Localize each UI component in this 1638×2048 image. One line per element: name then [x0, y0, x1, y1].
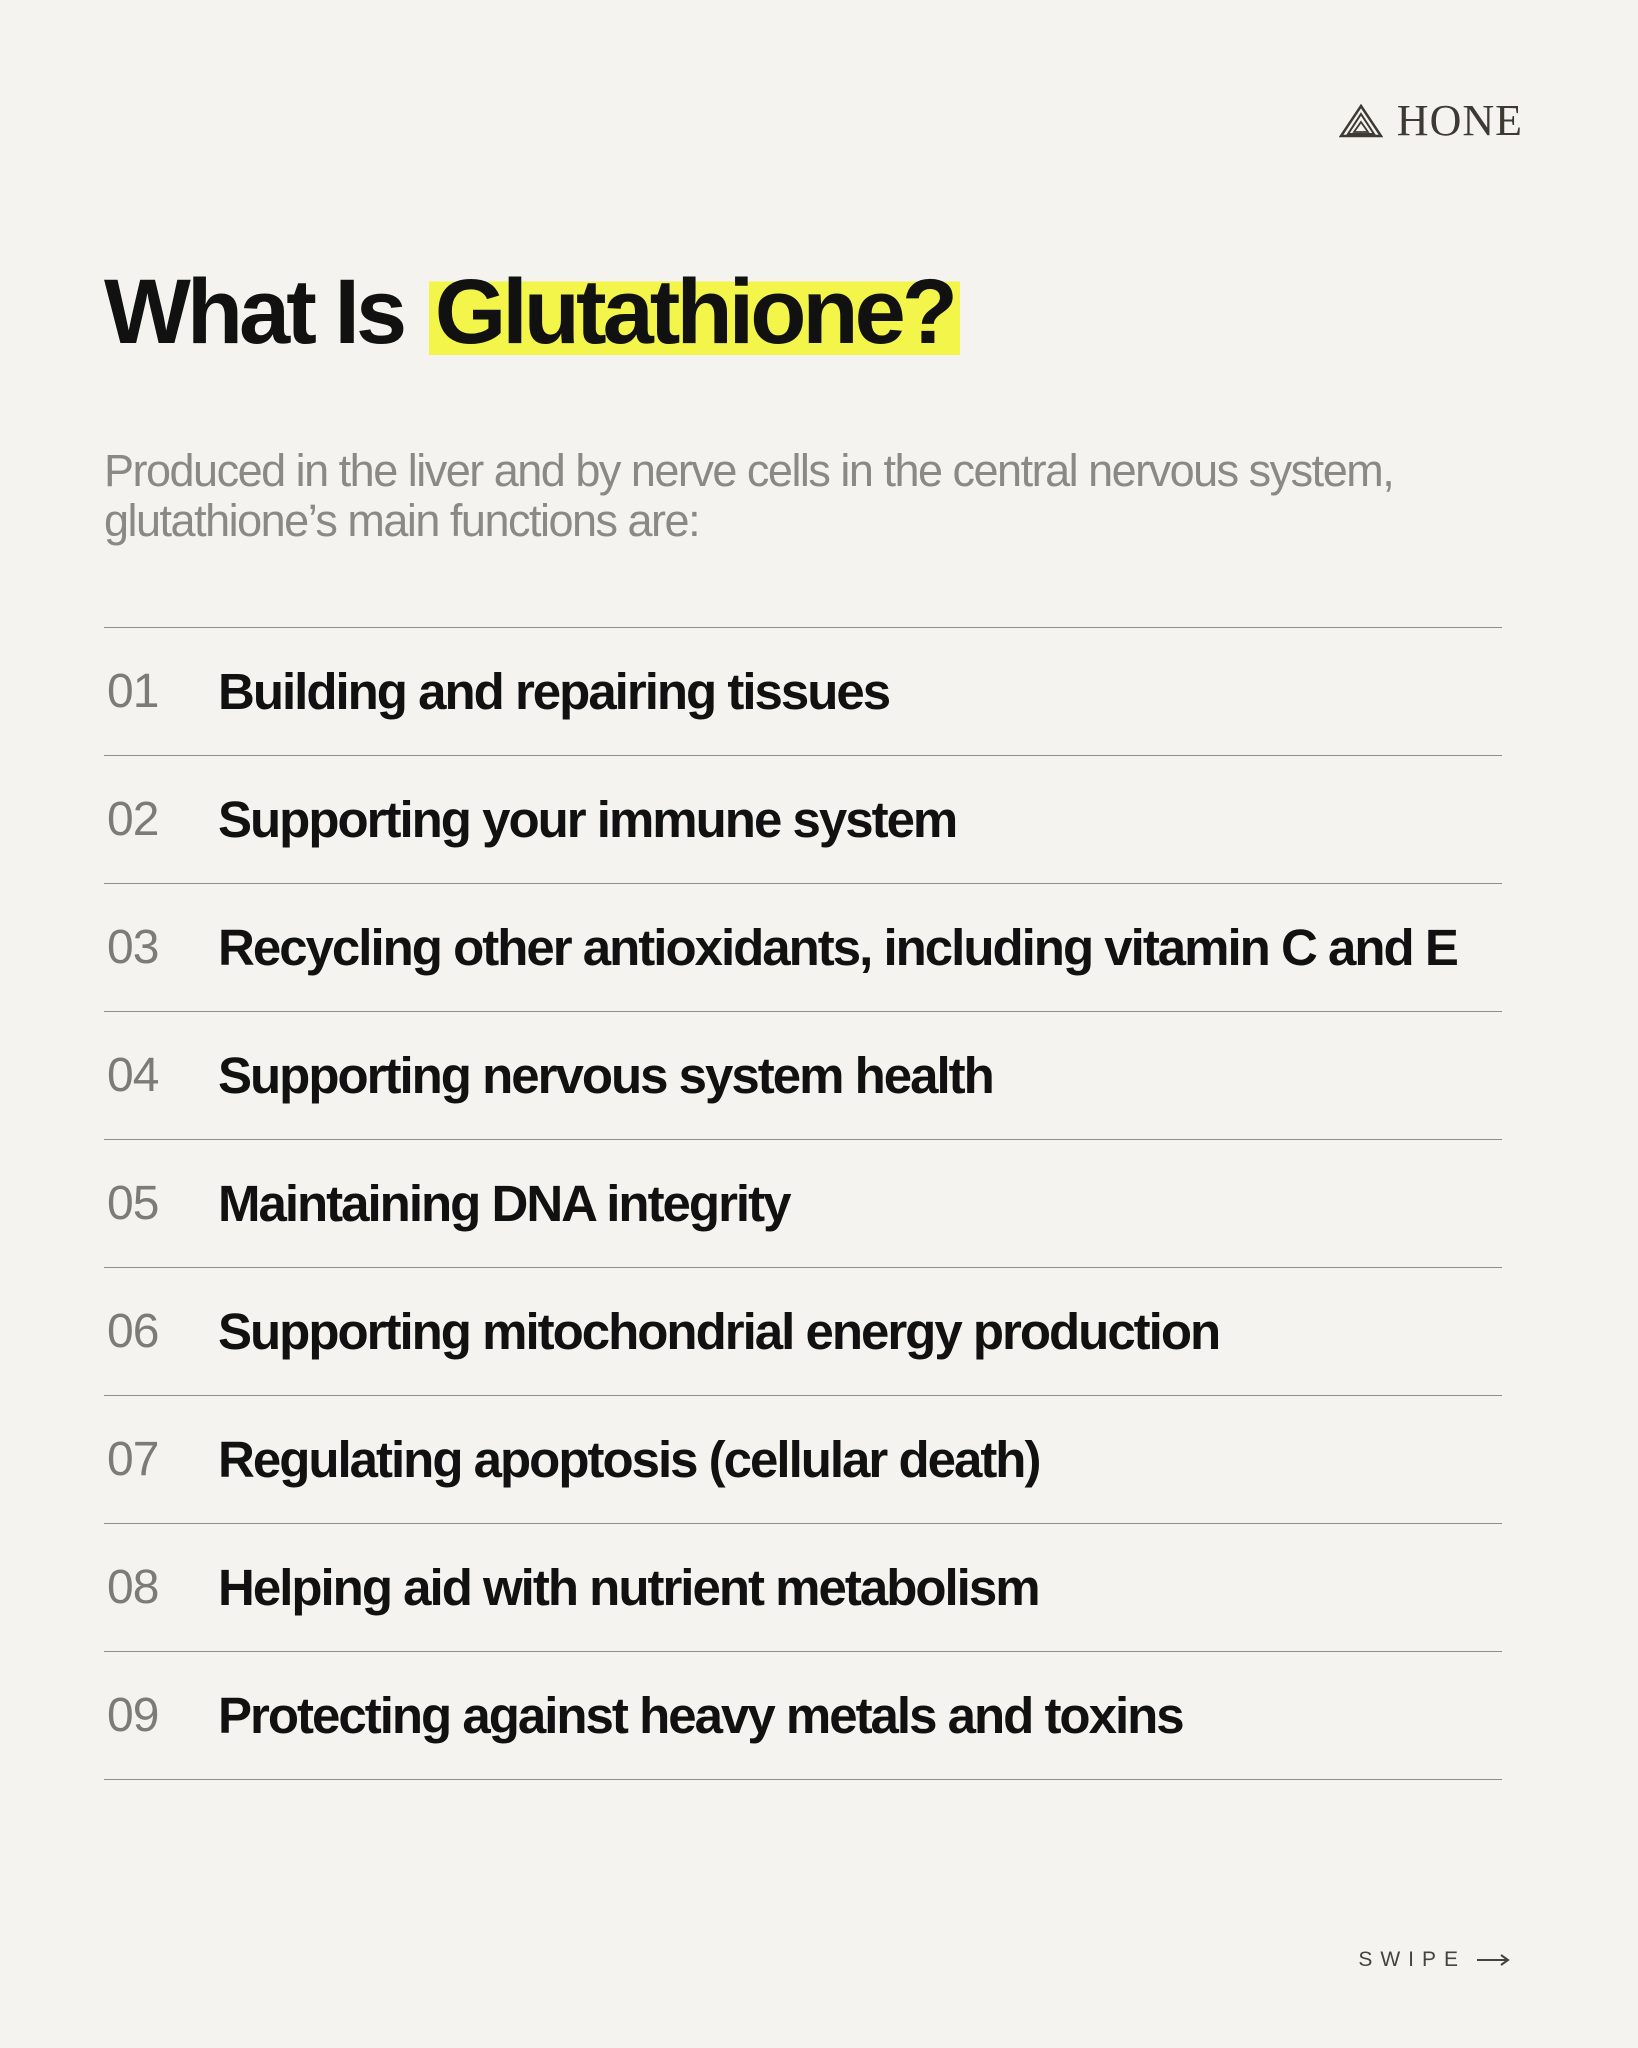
intro-text: Produced in the liver and by nerve cells in the central nervous system, glutathione’s main functions are:	[104, 445, 1394, 546]
item-number: 07	[107, 1433, 159, 1486]
list-item	[104, 1652, 1502, 1780]
brand-logo	[1339, 98, 1523, 144]
list-item	[104, 756, 1502, 884]
list-item	[104, 1524, 1502, 1652]
item-number: 03	[107, 921, 159, 974]
triangle-mountain-icon	[1339, 103, 1383, 139]
list-item	[104, 628, 1502, 756]
item-label: Supporting mitochondrial energy production	[218, 1303, 1220, 1360]
item-label: Regulating apoptosis (cellular death)	[218, 1431, 1040, 1488]
item-label: Maintaining DNA integrity	[218, 1175, 790, 1232]
list-item	[104, 1140, 1502, 1268]
functions-list	[104, 627, 1502, 1780]
item-number: 02	[107, 793, 159, 846]
swipe-hint[interactable]	[1358, 1948, 1510, 1972]
item-number: 09	[107, 1689, 159, 1742]
item-label: Building and repairing tissues	[218, 663, 890, 720]
item-label: Protecting against heavy metals and toxins	[218, 1687, 1183, 1744]
list-item	[104, 1268, 1502, 1396]
item-number: 08	[107, 1561, 159, 1614]
page-title	[104, 262, 960, 363]
item-label: Recycling other antioxidants, including vitamin C and E	[218, 919, 1457, 976]
item-number: 06	[107, 1305, 159, 1358]
item-label: Supporting nervous system health	[218, 1047, 993, 1104]
swipe-label: SWIPE	[1358, 1948, 1466, 1971]
title-highlight: Glutathione?	[429, 261, 960, 363]
item-number: 01	[107, 665, 159, 718]
list-item	[104, 1396, 1502, 1524]
item-number: 05	[107, 1177, 159, 1230]
item-number: 04	[107, 1049, 159, 1102]
item-label: Supporting your immune system	[218, 791, 957, 848]
list-item	[104, 884, 1502, 1012]
arrow-right-icon	[1476, 1953, 1510, 1967]
list-item	[104, 1012, 1502, 1140]
item-label: Helping aid with nutrient metabolism	[218, 1559, 1039, 1616]
title-prefix: What Is	[104, 261, 425, 363]
brand-name: HONE	[1396, 96, 1523, 145]
